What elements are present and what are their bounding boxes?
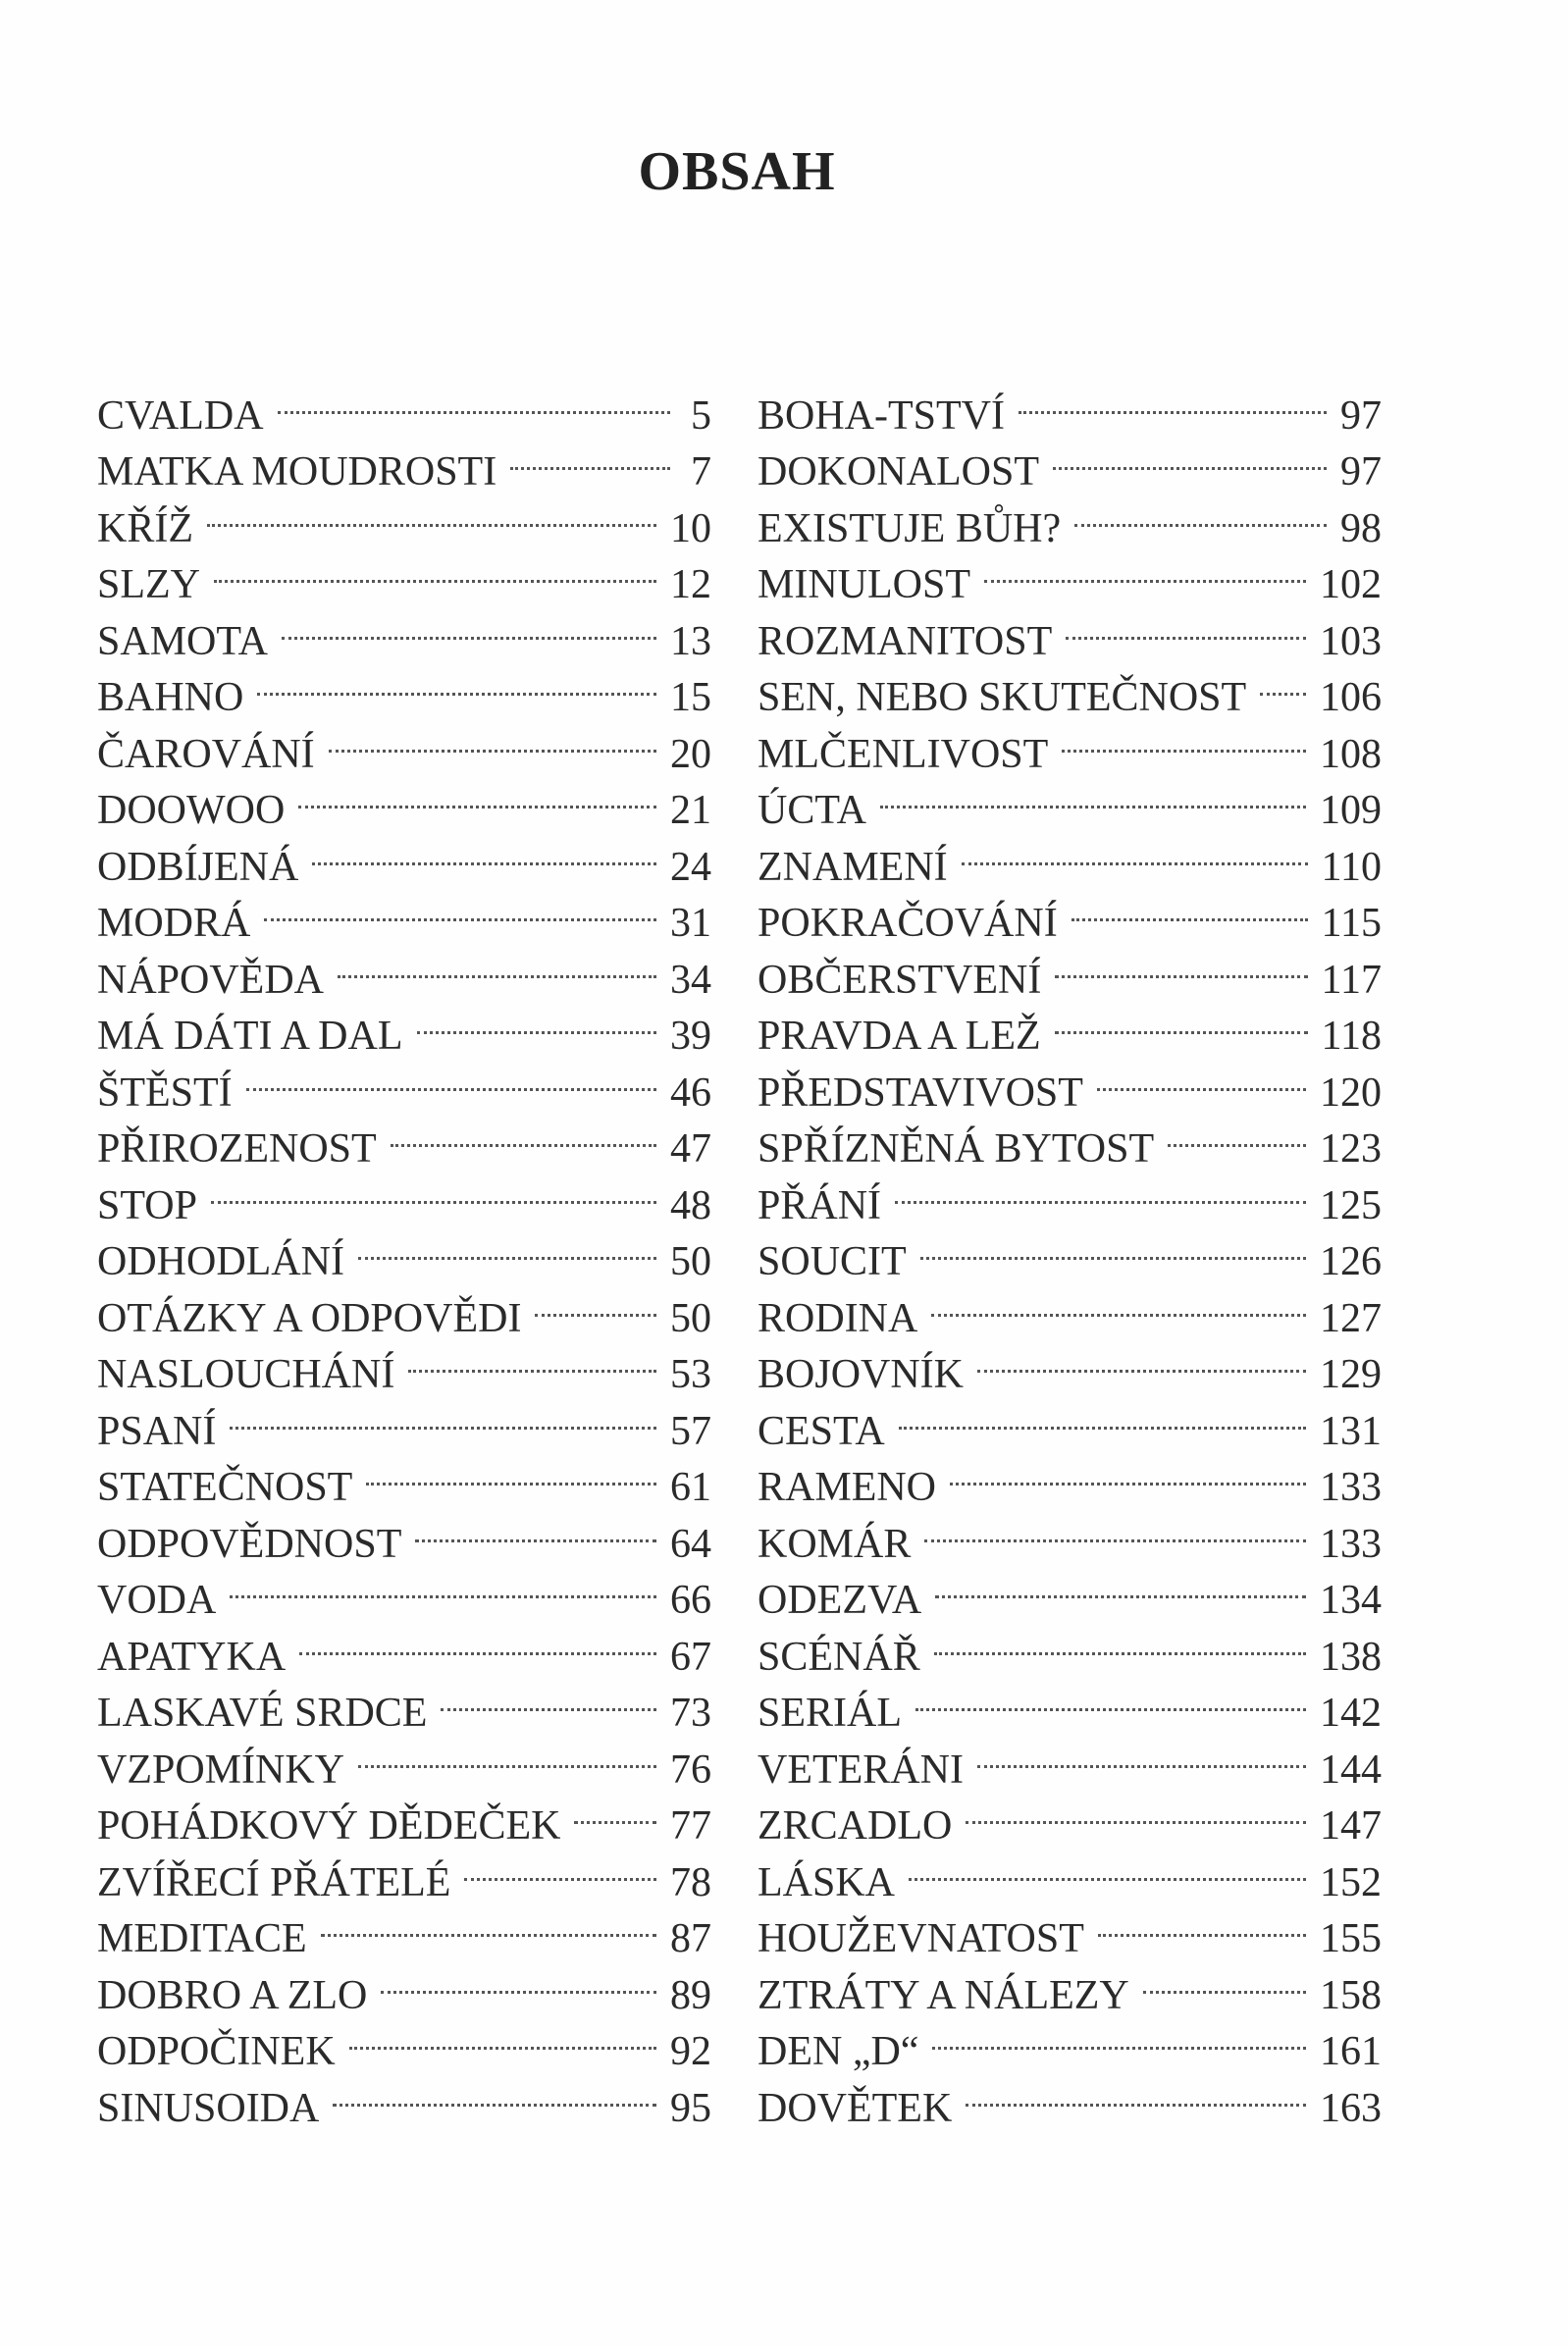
toc-dot-leader (299, 1613, 656, 1670)
toc-entry-title: APATYKA (97, 1634, 287, 1680)
toc-entry-page-number: 50 (670, 1239, 711, 1284)
toc-entry-title: RODINA (758, 1295, 918, 1341)
toc-entry-page-number: 118 (1321, 1014, 1382, 1059)
toc-dot-leader (381, 1952, 656, 2008)
toc-dot-leader (935, 1557, 1306, 1614)
toc-dot-leader (899, 1387, 1306, 1444)
toc-dot-leader (1074, 485, 1327, 542)
toc-dot-leader (358, 1726, 656, 1783)
toc-entry-page-number: 120 (1320, 1069, 1382, 1116)
toc-entry-page-number: 7 (691, 449, 711, 495)
toc-dot-leader (1098, 1896, 1306, 1953)
toc-dot-leader (366, 1444, 656, 1501)
toc-dot-leader (441, 1670, 656, 1727)
toc-entry-page-number: 152 (1320, 1859, 1382, 1905)
toc-dot-leader (1071, 880, 1308, 937)
toc-entry-title: ZRCADLO (758, 1803, 953, 1849)
toc-entry-title: MÁ DÁTI A DAL (97, 1014, 403, 1059)
toc-entry-page-number: 53 (670, 1352, 711, 1397)
toc-entry-title: PŘÁNÍ (758, 1182, 882, 1228)
toc-dot-leader (1097, 1049, 1306, 1106)
toc-entry-page-number: 10 (670, 505, 711, 551)
toc-entry-page-number: 134 (1320, 1578, 1382, 1623)
toc-entry-page-number: 12 (670, 562, 711, 607)
toc-entry-page-number: 47 (670, 1126, 711, 1172)
toc-entry-page-number: 126 (1320, 1239, 1382, 1284)
toc-entry-page-number: 110 (1321, 844, 1382, 890)
page-title: OBSAH (638, 141, 836, 202)
toc-entry-title: KOMÁR (758, 1521, 912, 1567)
toc-entry-page-number: 57 (670, 1408, 711, 1454)
toc-dot-leader (246, 1049, 656, 1106)
toc-dot-leader (1053, 429, 1327, 486)
toc-entry-title: DEN „D“ (758, 2029, 919, 2074)
toc-entry-title: SCÉNÁŘ (758, 1634, 920, 1680)
toc-entry-page-number: 97 (1340, 449, 1382, 495)
toc-dot-leader (924, 1500, 1306, 1557)
toc-entry-title: OTÁZKY A ODPOVĚDI (97, 1295, 522, 1341)
toc-entry (97, 372, 711, 439)
toc-dot-leader (312, 823, 656, 880)
toc-entry-title: DOKONALOST (758, 449, 1039, 495)
toc-dot-leader (915, 1670, 1306, 1727)
toc-dot-leader (1143, 1952, 1306, 2008)
toc-entry-page-number: 117 (1321, 957, 1382, 1003)
toc-dot-leader (298, 767, 656, 824)
toc-entry-title: SERIÁL (758, 1691, 902, 1736)
toc-entry-title: NASLOUCHÁNÍ (97, 1352, 395, 1397)
toc-column-right (758, 372, 1382, 2131)
toc-dot-leader (349, 2008, 656, 2065)
toc-entry-title: MODRÁ (97, 901, 251, 946)
toc-entry-page-number: 66 (670, 1578, 711, 1623)
toc-entry-title: NÁPOVĚDA (97, 957, 324, 1003)
toc-entry-page-number: 31 (670, 901, 711, 946)
toc-entry-page-number: 5 (691, 392, 711, 439)
toc-entry-page-number: 138 (1320, 1634, 1382, 1680)
toc-entry-page-number: 50 (670, 1295, 711, 1341)
toc-entry-title: EXISTUJE BŮH? (758, 505, 1062, 551)
toc-entry-title: ŠTĚSTÍ (97, 1069, 233, 1116)
toc-entry-title: MINULOST (758, 562, 970, 607)
toc-dot-leader (931, 1275, 1306, 1331)
toc-entry-page-number: 67 (670, 1634, 711, 1680)
toc-dot-leader (934, 1613, 1306, 1670)
toc-entry-page-number: 144 (1320, 1746, 1382, 1793)
toc-entry-title: MATKA MOUDROSTI (97, 449, 497, 495)
toc-entry-page-number: 103 (1320, 618, 1382, 664)
toc-entry-title: STOP (97, 1182, 197, 1228)
toc-entry-page-number: 21 (670, 788, 711, 833)
toc-entry-title: ODEZVA (758, 1578, 922, 1623)
toc-dot-leader (278, 372, 670, 429)
toc-entry-title: PSANÍ (97, 1408, 217, 1454)
toc-entry-title: STATEČNOST (97, 1465, 353, 1510)
toc-dot-leader (333, 2064, 656, 2121)
toc-entry-page-number: 127 (1320, 1295, 1382, 1341)
toc-entry-title: ODPOVĚDNOST (97, 1521, 402, 1567)
toc-dot-leader (1066, 598, 1306, 654)
toc-entry-title: ZTRÁTY A NÁLEZY (758, 1972, 1129, 2018)
toc-dot-leader (257, 654, 656, 711)
toc-dot-leader (417, 993, 657, 1050)
toc-entry-title: LASKAVÉ SRDCE (97, 1691, 428, 1736)
toc-entry-title: DOOWOO (97, 788, 286, 833)
toc-dot-leader (1168, 1106, 1306, 1163)
toc-dot-leader (408, 1331, 656, 1388)
toc-entry-title: SEN, NEBO SKUTEČNOST (758, 675, 1247, 720)
toc-entry-page-number: 48 (670, 1182, 711, 1228)
toc-dot-leader (984, 542, 1306, 599)
toc-entry-title: POHÁDKOVÝ DĚDEČEK (97, 1803, 561, 1849)
toc-entry-page-number: 46 (670, 1069, 711, 1116)
toc-entry-page-number: 147 (1320, 1803, 1382, 1849)
toc-entry-page-number: 163 (1320, 2085, 1382, 2131)
toc-entry-page-number: 95 (670, 2085, 711, 2131)
toc-dot-leader (230, 1387, 656, 1444)
toc-entry-title: VODA (97, 1578, 217, 1623)
toc-entry-title: ODBÍJENÁ (97, 844, 299, 890)
toc-dot-leader (510, 429, 670, 486)
toc-dot-leader (338, 936, 656, 993)
toc-entry-page-number: 76 (670, 1746, 711, 1793)
toc-entry-page-number: 158 (1320, 1972, 1382, 2018)
toc-entry-page-number: 15 (670, 675, 711, 720)
toc-entry-title: RAMENO (758, 1465, 937, 1510)
toc-entry-page-number: 13 (670, 618, 711, 664)
toc-entry-title: MLČENLIVOST (758, 731, 1049, 777)
toc-entry-title: SAMOTA (97, 618, 268, 664)
toc-entry-page-number: 92 (670, 2029, 711, 2074)
toc-entry-page-number: 61 (670, 1465, 711, 1510)
toc-dot-leader (391, 1106, 656, 1163)
toc-entry-page-number: 78 (670, 1859, 711, 1905)
toc-entry-title: DOVĚTEK (758, 2085, 953, 2131)
toc-entry-page-number: 115 (1321, 901, 1382, 946)
toc-dot-leader (1019, 372, 1327, 429)
toc-dot-leader (464, 1839, 656, 1896)
toc-dot-leader (358, 1219, 656, 1276)
toc-dot-leader (962, 823, 1308, 880)
toc-dot-leader (264, 880, 656, 937)
toc-entry-title: CESTA (758, 1408, 885, 1454)
toc-entry-title: CVALDA (97, 392, 264, 439)
toc-entry-page-number: 133 (1320, 1521, 1382, 1567)
toc-entry-page-number: 155 (1320, 1916, 1382, 1961)
toc-dot-leader (574, 1783, 656, 1840)
toc-dot-leader (329, 710, 656, 767)
toc-entry-page-number: 64 (670, 1521, 711, 1567)
toc-dot-leader (415, 1500, 656, 1557)
toc-entry-page-number: 108 (1320, 731, 1382, 777)
toc-dot-leader (895, 1162, 1306, 1219)
toc-entry-title: SINUSOIDA (97, 2085, 320, 2131)
toc-entry-title: SPŘÍZNĚNÁ BYTOST (758, 1126, 1155, 1172)
toc-dot-leader (1260, 654, 1306, 711)
toc-entry-title: BOJOVNÍK (758, 1352, 964, 1397)
toc-entry-title: ZVÍŘECÍ PŘÁTELÉ (97, 1859, 451, 1905)
toc-entry-page-number: 34 (670, 957, 711, 1003)
toc-dot-leader (321, 1896, 656, 1953)
toc-dot-leader (977, 1726, 1306, 1783)
toc-entry-title: BAHNO (97, 675, 244, 720)
toc-dot-leader (966, 2064, 1306, 2121)
toc-entry-page-number: 24 (670, 844, 711, 890)
toc-dot-leader (977, 1331, 1306, 1388)
toc-dot-leader (535, 1275, 656, 1331)
toc-entry-title: ZNAMENÍ (758, 844, 948, 890)
toc-entry-page-number: 129 (1320, 1352, 1382, 1397)
toc-entry-page-number: 109 (1320, 788, 1382, 833)
toc-entry-title: PŘEDSTAVIVOST (758, 1069, 1083, 1116)
toc-entry-title: DOBRO A ZLO (97, 1972, 368, 2018)
toc-entry-page-number: 123 (1320, 1126, 1382, 1172)
toc-dot-leader (1055, 993, 1308, 1050)
toc-entry-page-number: 131 (1320, 1408, 1382, 1454)
toc-dot-leader (207, 485, 656, 542)
toc-entry-title: LÁSKA (758, 1859, 896, 1905)
toc-entry-title: ÚCTA (758, 788, 866, 833)
toc-entry-page-number: 87 (670, 1916, 711, 1961)
toc-entry-page-number: 73 (670, 1691, 711, 1736)
toc-entry-title: VZPOMÍNKY (97, 1746, 344, 1793)
toc-entry-title: BOHA-TSTVÍ (758, 392, 1005, 439)
toc-entry-page-number: 106 (1320, 675, 1382, 720)
toc-entry-title: ODHODLÁNÍ (97, 1239, 344, 1284)
toc-entry-title: KŘÍŽ (97, 505, 193, 551)
toc-dot-leader (214, 542, 656, 599)
toc-entry-page-number: 39 (670, 1014, 711, 1059)
toc-dot-leader (966, 1783, 1306, 1840)
toc-entry-title: SOUCIT (758, 1239, 907, 1284)
toc-entry-page-number: 125 (1320, 1182, 1382, 1228)
toc-entry-page-number: 102 (1320, 562, 1382, 607)
toc-entry-page-number: 89 (670, 1972, 711, 2018)
toc-entry-page-number: 98 (1340, 505, 1382, 551)
toc-entry-title: POKRAČOVÁNÍ (758, 901, 1058, 946)
toc-entry-title: ROZMANITOST (758, 618, 1053, 664)
toc-entry-title: SLZY (97, 562, 200, 607)
toc-entry (758, 372, 1382, 439)
toc-dot-leader (1062, 710, 1306, 767)
toc-dot-leader (932, 2008, 1306, 2065)
toc-dot-leader (1055, 936, 1307, 993)
toc-entry-page-number: 161 (1320, 2029, 1382, 2074)
toc-dot-leader (282, 598, 656, 654)
toc-entry-page-number: 133 (1320, 1465, 1382, 1510)
toc-entry-page-number: 77 (670, 1803, 711, 1849)
toc-entry-title: PŘIROZENOST (97, 1126, 377, 1172)
toc-column-left (97, 372, 711, 2131)
toc-entry-title: OBČERSTVENÍ (758, 957, 1042, 1003)
toc-entry-title: MEDITACE (97, 1916, 307, 1961)
toc-entry-page-number: 142 (1320, 1691, 1382, 1736)
toc-dot-leader (230, 1557, 656, 1614)
toc-entry-title: ODPOČINEK (97, 2029, 336, 2074)
toc-dot-leader (920, 1219, 1306, 1276)
toc-dot-leader (950, 1444, 1306, 1501)
toc-entry-title: VETERÁNI (758, 1746, 964, 1793)
toc-entry-title: ČAROVÁNÍ (97, 731, 315, 777)
toc-dot-leader (909, 1839, 1306, 1896)
toc-entry-page-number: 20 (670, 731, 711, 777)
toc-entry-title: PRAVDA A LEŽ (758, 1014, 1041, 1059)
toc-entry-title: HOUŽEVNATOST (758, 1916, 1084, 1961)
toc-dot-leader (880, 767, 1306, 824)
toc-dot-leader (211, 1162, 656, 1219)
toc-entry-page-number: 97 (1340, 392, 1382, 439)
